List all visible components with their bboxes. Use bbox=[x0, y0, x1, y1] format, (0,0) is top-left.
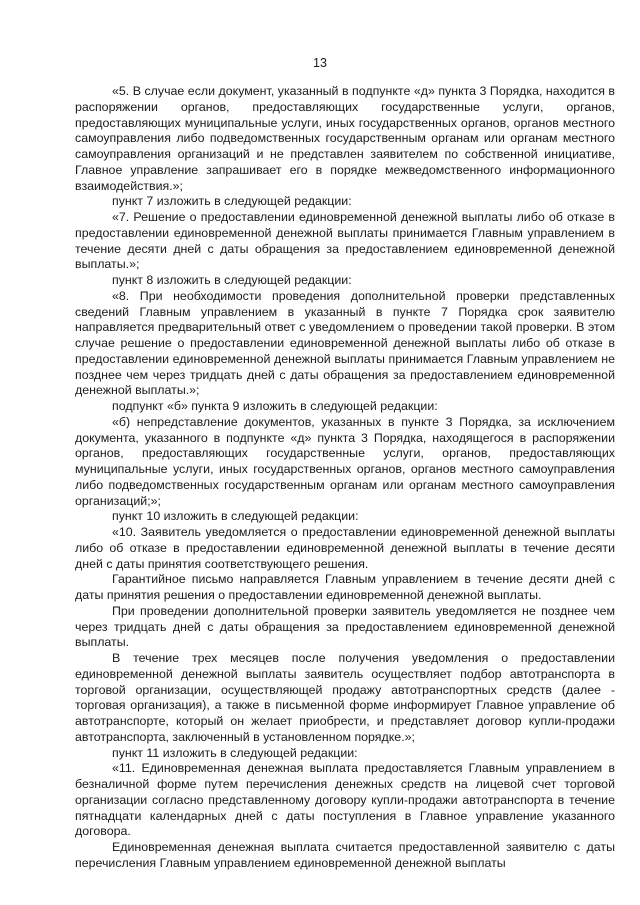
paragraph: «7. Решение о предоставлении единовременной денежной выплаты либо об отказе в предоставлении единовременной денежной выплаты принимается Главным управлением в течение десяти дней с даты обращения за предоставлением единовременной денежной выплаты.»; bbox=[75, 210, 615, 272]
paragraph: При проведении дополнительной проверки заявитель уведомляется не позднее чем через тридцать дней с даты обращения за предоставлением единовременной денежной выплаты. bbox=[75, 603, 615, 650]
paragraph: подпункт «б» пункта 9 изложить в следующей редакции: bbox=[112, 399, 438, 413]
paragraph: «8. При необходимости проведения дополнительной проверки представленных сведений Главным управлением в указанный в пункте 7 Порядка срок заявителю направляется предварительный ответ с уведомлением о проведении такой проверки. В этом случае решение о предоставлении единовременной денежной выплаты либо об отказе в предоставлении единовременной денежной выплаты принимается Главным управлением не позднее чем через тридцать дней с даты обращения за предоставлением единовременной денежной выплаты.»; bbox=[75, 288, 615, 398]
paragraph: Гарантийное письмо направляется Главным управлением в течение десяти дней с даты принятия решения о предоставлении единовременной денежной выплаты. bbox=[75, 572, 615, 602]
document-body bbox=[75, 84, 615, 872]
paragraph: В течение трех месяцев после получения уведомления о предоставлении единовременной денежной выплаты заявитель осуществляет подбор автотранспорта в торговой организации, осуществляющей продажу автотранспортных средств (далее - торговая организация), а также в письменной форме информирует Главное управление об автотранспорте, который он желает приобрести, и представляет договор купли-продажи автотранспорта, заключенный в установленном порядке.»; bbox=[75, 651, 615, 744]
paragraph: «б) непредставление документов, указанных в пункте 3 Порядка, за исключением документа, указанного в подпункте «д» пункта 3 Порядка, находящегося в распоряжении органов, предоставляющих государственные услуги, органов, предоставляющих муниципальные услуги, иных государственных органов, органов местного самоуправления либо подведомственных государственным органам или органам местного самоуправления организаций;»; bbox=[75, 414, 615, 508]
paragraph: пункт 10 изложить в следующей редакции: bbox=[112, 509, 359, 524]
paragraph: пункт 8 изложить в следующей редакции: bbox=[112, 273, 352, 287]
paragraph: «11. Единовременная денежная выплата предоставляется Главным управлением в безналичной форме путем перечисления денежных средств на лицевой счет торговой организации согласно представленному договору купли-продажи автотранспорта в течение пятнадцати календарных дней с даты поступления в Главное управление указанного договора. bbox=[75, 761, 615, 839]
paragraph: «10. Заявитель уведомляется о предоставлении единовременной денежной выплаты либо об отказе в предоставлении единовременной денежной выплаты в течение десяти дней с даты принятия соответствующего решения. bbox=[75, 525, 615, 571]
paragraph: Единовременная денежная выплата считается предоставленной заявителю с даты перечисления Главным управлением единовременной денежной выплаты bbox=[75, 840, 615, 870]
paragraph: пункт 7 изложить в следующей редакции: bbox=[112, 194, 352, 209]
paragraph: пункт 11 изложить в следующей редакции: bbox=[112, 745, 358, 760]
page-number: 13 bbox=[313, 56, 327, 70]
paragraph: «5. В случае если документ, указанный в подпункте «д» пункта 3 Порядка, находится в распоряжении органов, предоставляющих государственные услуги, органов, предоставляющих муниципальные услуги, иных государственных органов, органов местного самоуправления либо подведомственных государственным органам или органам местного самоуправления организаций и не представлен заявителем по собственной инициативе, Главное управление запрашивает его в порядке межведомственного информационного взаимодействия.»; bbox=[75, 84, 615, 193]
